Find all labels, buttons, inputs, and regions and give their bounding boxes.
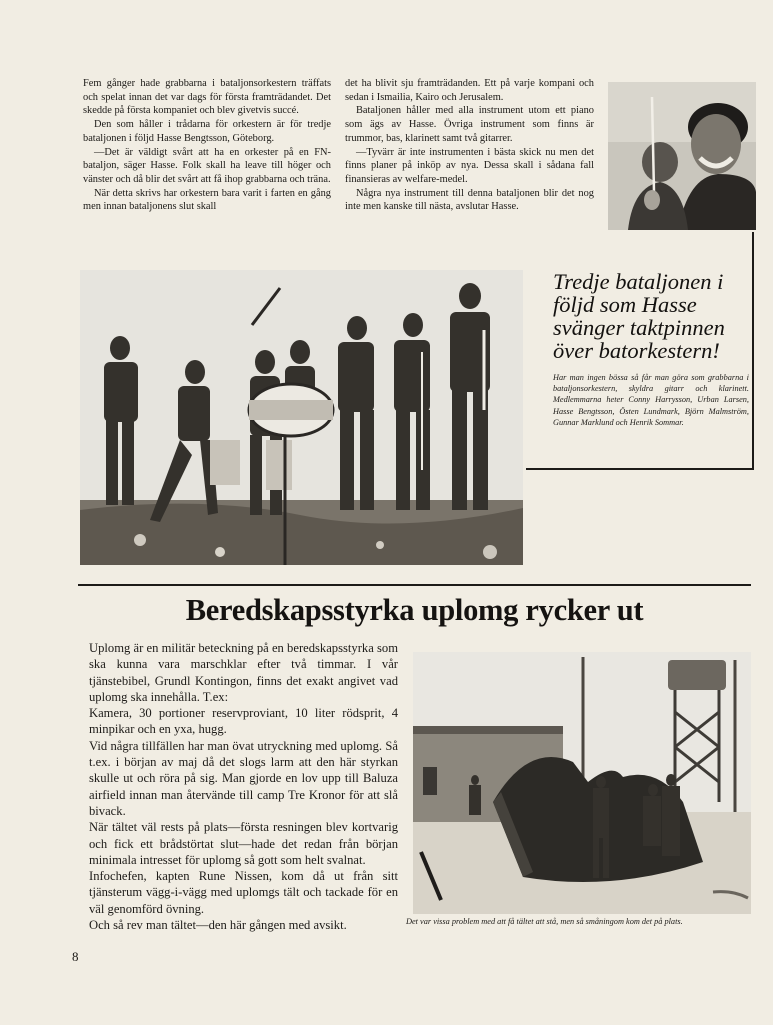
paragraph: När detta skrivs har orkestern bara varit i farten en gång men innan bataljonens slut skall bbox=[83, 187, 331, 213]
paragraph: Den som håller i trådarna för orkestern är för tredje bataljonen i följd Hasse Bengtsson, Göteborg. bbox=[83, 119, 331, 144]
page-number: 8 bbox=[72, 949, 79, 964]
pull-quote: Tredje bataljonen i följd som Hasse svänger taktpinnen över batorkestern! bbox=[553, 269, 725, 363]
paragraph: —Tyvärr är inte instrumenten i bästa skick nu men det finns planer på inköp av nya. Dessa skall i sådana fall finansieras av welfare-medel. bbox=[345, 146, 594, 185]
paragraph: —Det är väldigt svårt att ha en orkester på en FN-bataljon, säger Hasse. Folk skall ha leave till höger och vänster och då blir det svårt att få ihop grabbarna och träna. bbox=[83, 146, 331, 185]
battalion-band-photo bbox=[80, 270, 523, 565]
article-headline: Beredskapsstyrka uplomg rycker ut bbox=[185, 593, 644, 627]
uplomg-article-body bbox=[89, 640, 398, 933]
section-divider bbox=[78, 584, 751, 586]
paragraph: Och så rev man tältet—den här gången med avsikt. bbox=[89, 918, 347, 933]
band-article-column-left bbox=[83, 77, 331, 214]
paragraph: Uplomg är en militär beteckning på en beredskapsstyrka som ska kunna vara marschklar efter två timmar. I vår tjänstebibel, Grundl Kontingon, finns det exakt angivet vad uplomg ska innehålla. T.ex: bbox=[89, 641, 398, 704]
paragraph: När tältet väl rests på plats—första resningen blev kortvarig och fick ett brådstörtat slut—hade det redan från början minimala intresset för uplomg så gott som helt svalnat. bbox=[89, 820, 398, 867]
caption-border-right bbox=[752, 270, 754, 470]
paragraph: Bataljonen håller med alla instrument utom ett piano som ägs av Hasse. Övriga instrument som finns är trummor, bas, klarinett samt två gitarrer. bbox=[345, 105, 594, 144]
paragraph: Kamera, 30 portioner reservproviant, 10 liter rödsprit, 4 minpikar och en yxa, hugg. bbox=[89, 706, 398, 737]
camp-photo-caption: Det var vissa problem med att få tältet att stå, men så småningom kom det på plats. bbox=[406, 917, 683, 926]
paragraph: Infochefen, kapten Rune Nissen, kom då ut från sitt tjänsterum vägg-i-vägg med uplomgs tält och tackade för en väl genomförd övning. bbox=[89, 869, 398, 916]
caption-border-right bbox=[752, 232, 754, 270]
photo-caption-box bbox=[526, 270, 751, 428]
band-article-column-right bbox=[345, 77, 594, 214]
paragraph: Några nya instrument till denna bataljonen blir det nog inte men kanske till nästa, avslutar Hasse. bbox=[345, 187, 594, 213]
caption-border-bottom bbox=[526, 468, 754, 470]
paragraph: Fem gånger hade grabbarna i bataljonsorkestern träffats och spelat innan det var dags för första framträdandet. Det skedde på första kompaniet och blev givetvis succé. bbox=[83, 78, 331, 117]
paragraph: Vid några tillfällen har man övat utryckning med uplomg. Så t.ex. i början av maj då det slogs larm att den här styrkan skulle ut och röra på sig. Man gjorde en lov upp till Baluza airfield innan man återvände till camp Tre Kronor för att slå bivack. bbox=[89, 738, 398, 818]
band-photo-caption: Har man ingen bössa så får man göra som grabbarna i bataljonsorkestern, skyldra gitarr och klarinett. Medlemmarna heter Conny Harrysson, Urban Larsen, Hasse Bengtsson, Östen Lundmark, Björn Malmström, Gunnar Marklund och Henrik Sommar. bbox=[553, 373, 749, 427]
conductor-portrait-photo bbox=[608, 82, 756, 230]
paragraph: det ha blivit sju framträdanden. Ett på varje kompani och sedan i Ismailia, Kairo och Jerusalem. bbox=[345, 78, 594, 103]
camp-tent-photo bbox=[413, 652, 751, 914]
